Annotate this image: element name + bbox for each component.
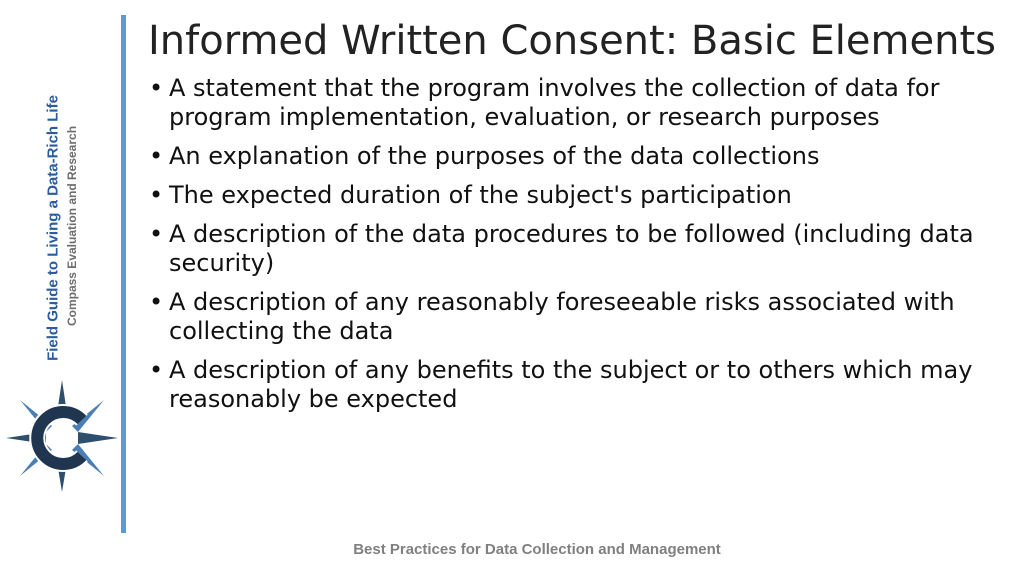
bullet-text: A description of any reasonably foreseeable risks associated with collecting the data [169, 288, 955, 345]
bullet-item [148, 74, 1008, 132]
bullet-text: A description of any benefits to the subject or to others which may reasonably be expected [169, 356, 973, 413]
compass-logo-icon [6, 380, 118, 496]
bullet-list [148, 74, 1008, 414]
bullet-icon: • [149, 142, 164, 170]
vertical-divider [121, 15, 126, 533]
slide-content [148, 16, 1008, 424]
bullet-icon: • [149, 181, 164, 209]
bullet-text: An explanation of the purposes of the data collections [169, 142, 820, 170]
slide-title: Informed Written Consent: Basic Elements [148, 18, 996, 64]
sidebar-subtitle: Compass Evaluation and Research [65, 125, 79, 327]
bullet-icon: • [149, 356, 164, 384]
bullet-item [148, 356, 1008, 414]
sidebar-title: Field Guide to Living a Data-Rich Life [44, 95, 62, 361]
bullet-item [148, 288, 1008, 346]
bullet-icon: • [149, 220, 164, 248]
slide-footer: Best Practices for Data Collection and Management [353, 541, 721, 558]
bullet-item [148, 220, 1008, 278]
bullet-text: The expected duration of the subject's participation [169, 181, 792, 209]
bullet-item [148, 181, 1008, 210]
bullet-text: A description of the data procedures to be followed (including data security) [169, 220, 974, 277]
bullet-item [148, 142, 1008, 171]
bullet-icon: • [149, 74, 164, 102]
bullet-icon: • [149, 288, 164, 316]
bullet-text: A statement that the program involves the collection of data for program implementation, evaluation, or research purposes [169, 74, 940, 131]
